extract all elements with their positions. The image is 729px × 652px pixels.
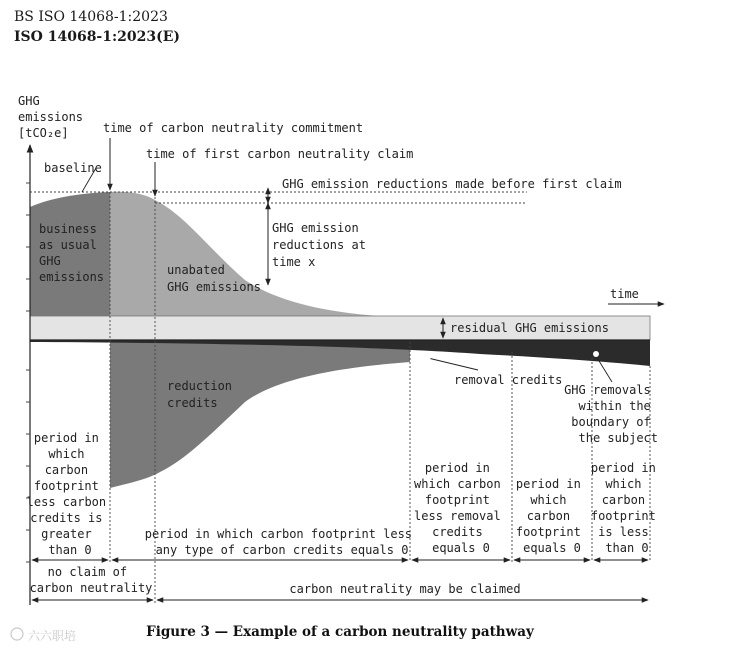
removal-credits-label: removal credits: [454, 373, 563, 387]
watermark: 六六职培: [28, 629, 77, 643]
standard-reference-iso: ISO 14068-1:2023(E): [14, 29, 181, 45]
business-as-usual-label: business as usual GHG emissions: [39, 222, 105, 284]
ghg-removals-label: GHG removals within the boundary of the subject: [564, 383, 658, 445]
may-be-claimed-label: carbon neutrality may be claimed: [289, 582, 521, 596]
removal-credits-dot: [426, 356, 431, 361]
unabated-label: unabated GHG emissions: [167, 263, 261, 294]
period-1-label: period in which carbon footprint less carbon credits is greater than 0: [26, 431, 107, 557]
commitment-label: time of carbon neutrality commitment: [103, 121, 364, 135]
reduction-credits-label: reduction credits: [167, 379, 233, 410]
removal-credits-leader: [428, 358, 478, 370]
period-2-label: period in which carbon footprint less any type of carbon credits equals 0: [144, 527, 413, 557]
figure-caption: Figure 3 — Example of a carbon neutrality pathway: [146, 624, 534, 640]
baseline-label: baseline: [44, 161, 102, 175]
reductions-before-label: GHG emission reductions made before first claim: [282, 177, 622, 191]
no-claim-label: no claim of carbon neutrality: [29, 565, 153, 595]
period-4-label: period in which carbon footprint equals 0: [515, 477, 581, 555]
reductions-at-x-label: GHG emission reductions at time x: [272, 221, 366, 269]
watermark-icon: [11, 628, 23, 640]
period-5-label: period in which carbon footprint is less than 0: [590, 461, 656, 555]
residual-label: residual GHG emissions: [450, 321, 609, 335]
y-axis-label: GHG emissions [tCO₂e]: [18, 94, 84, 140]
standard-reference-bs: BS ISO 14068-1:2023: [14, 9, 168, 25]
ghg-removals-dot: [593, 351, 599, 357]
x-axis-label: time: [610, 287, 639, 301]
period-3-label: period in which carbon footprint less removal credits equals 0: [414, 461, 501, 555]
first-claim-label: time of first carbon neutrality claim: [146, 147, 414, 161]
